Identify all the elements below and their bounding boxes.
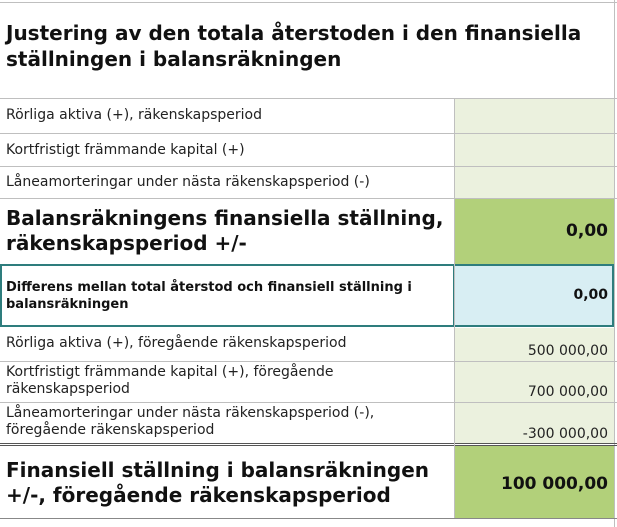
cell-value: 500 000,00 [527, 343, 608, 359]
table-row [0, 99, 617, 133]
input-cell[interactable] [455, 403, 614, 443]
row-label: Kortfristigt främmande kapital (+) [6, 142, 245, 158]
table-row [0, 264, 617, 327]
total-cell[interactable] [455, 199, 614, 264]
table-row [0, 199, 617, 264]
row-label: Rörliga aktiva (+), räkenskapsperiod [6, 107, 262, 123]
cell-value: 700 000,00 [527, 384, 608, 400]
row-label: Låneamorteringar under nästa räkenskapsperiod (-), föregående räkenskapsperiod [6, 405, 375, 438]
total-cell[interactable] [455, 446, 614, 518]
row-label-total: Balansräkningens finansiella ställning, räkenskapsperiod +/- [6, 206, 444, 255]
input-cell[interactable] [455, 99, 614, 133]
input-cell[interactable] [455, 167, 614, 198]
row-label: Låneamorteringar under nästa räkenskapsperiod (-) [6, 174, 370, 190]
row-label-total: Finansiell ställning i balansräkningen +/-, föregående räkenskapsperiod [6, 458, 430, 507]
column-separator [454, 98, 455, 518]
table-row [0, 134, 617, 166]
input-cell[interactable] [455, 134, 614, 166]
sheet-title: Justering av den totala återstoden i den finansiella ställningen i balansräkningen [6, 21, 582, 71]
input-cell[interactable] [455, 362, 614, 402]
grid-line [0, 2, 617, 3]
row-label-difference: Differens mellan total återstod och finansiell ställning i balansräkningen [6, 280, 412, 312]
table-row [0, 446, 617, 518]
table-row [0, 328, 617, 361]
row-label: Kortfristigt främmande kapital (+), föregående räkenskapsperiod [6, 364, 334, 397]
cell-value: -300 000,00 [522, 426, 608, 442]
table-row [0, 167, 617, 198]
difference-cell[interactable] [455, 266, 614, 325]
cell-value: 100 000,00 [500, 474, 608, 494]
grid-line [0, 518, 617, 519]
cell-value: 0,00 [573, 287, 608, 303]
table-row [0, 362, 617, 402]
input-cell[interactable] [455, 328, 614, 361]
row-label: Rörliga aktiva (+), föregående räkenskapsperiod [6, 335, 347, 351]
cell-value: 0,00 [566, 221, 608, 241]
table-row [0, 403, 617, 443]
